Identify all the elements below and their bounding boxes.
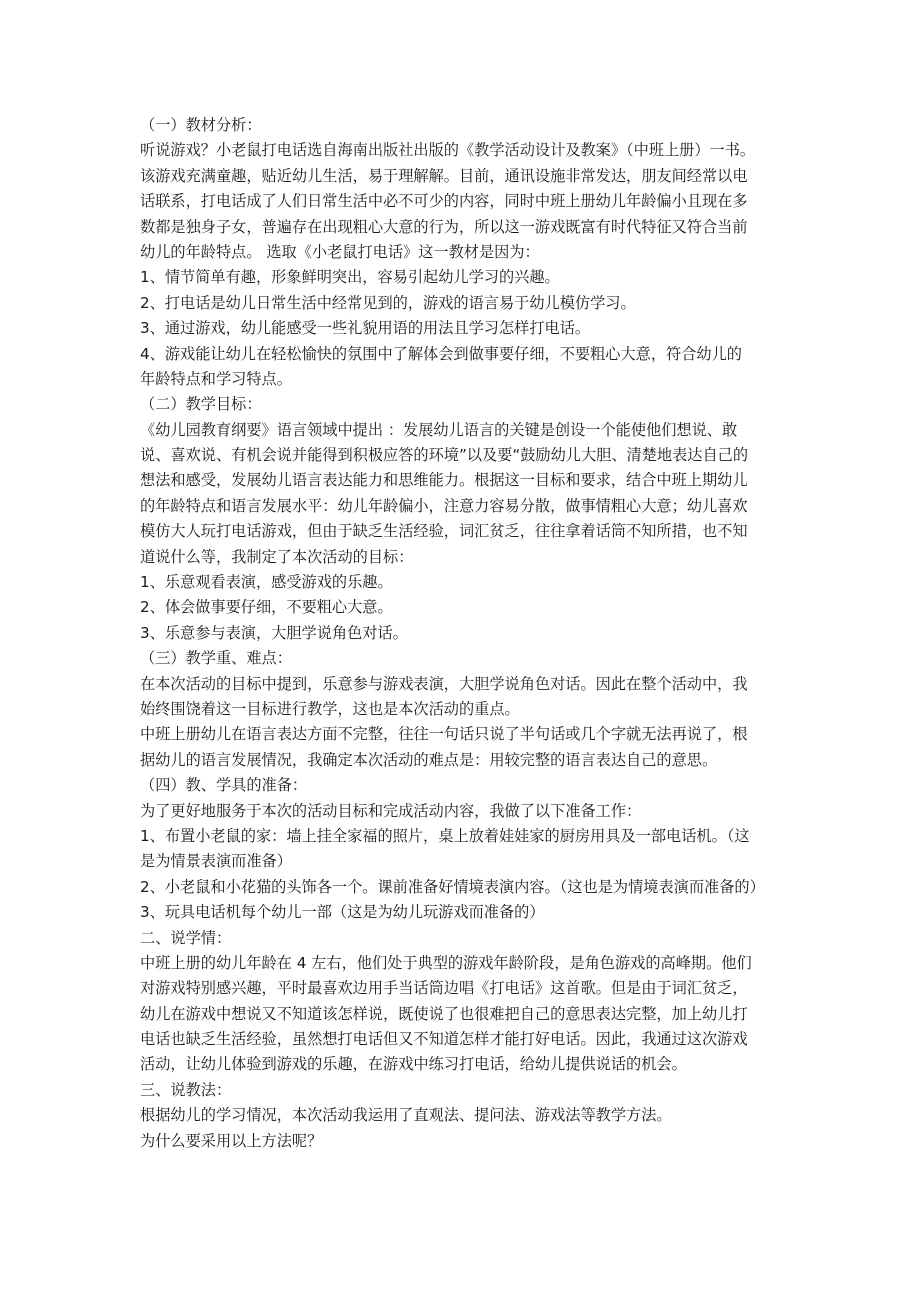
- text-line: 幼儿在游戏中想说又不知道该怎样说，既使说了也很难把自己的意思表达完整，加上幼儿打: [140, 1004, 748, 1023]
- text-line: 2、打电话是幼儿日常生活中经常见到的，游戏的语言易于幼儿模仿学习。: [140, 293, 636, 312]
- text-line: （一）教材分析：: [140, 116, 262, 134]
- text-line: 该游戏充满童趣，贴近幼儿生活，易于理解解。目前，通讯设施非常发达，朋友间经常以电: [140, 166, 748, 185]
- text-line: 三、说教法：: [140, 1080, 232, 1099]
- document-body: [140, 113, 792, 1154]
- text-line: 在本次活动的目标中提到，乐意参与游戏表演，大胆学说角色对话。因此在整个活动中，我: [140, 674, 748, 693]
- text-line: （三）教学重、难点：: [140, 649, 292, 668]
- text-line: 为什么要采用以上方法呢？: [140, 1131, 323, 1150]
- text-line: 幼儿的年龄特点。 选取《小老鼠打电话》这一教材是因为：: [140, 242, 540, 261]
- text-line: 4、游戏能让幼儿在轻松愉快的氛围中了解体会到做事要仔细，不要粗心大意，符合幼儿的: [140, 344, 742, 363]
- text-line: 活动，让幼儿体验到游戏的乐趣，在游戏中练习打电话，给幼儿提供说话的机会。: [140, 1055, 687, 1074]
- text-line: 数都是独身子女，普遍存在出现粗心大意的行为，所以这一游戏既富有时代特征又符合当前: [140, 217, 748, 236]
- text-line: 3、玩具电话机每个幼儿一部（这是为幼儿玩游戏而准备的）: [140, 903, 545, 922]
- text-line: 中班上册幼儿在语言表达方面不完整，往往一句话只说了半句话或几个字就无法再说了，根: [140, 725, 748, 744]
- text-line: 3、乐意参与表演，大胆学说角色对话。: [140, 623, 408, 642]
- text-line: 据幼儿的语言发展情况，我确定本次活动的难点是：用较完整的语言表达自己的意思。: [140, 750, 718, 769]
- text-line: 对游戏特别感兴趣，平时最喜欢边用手当话筒边唱《打电话》这首歌。但是由于词汇贫乏，: [140, 979, 748, 998]
- text-line: 听说游戏？小老鼠打电话选自海南出版社出版的《教学活动设计及教案》（中班上册）一书。: [140, 141, 756, 160]
- text-line: （二）教学目标：: [140, 395, 262, 414]
- text-line: 1、布置小老鼠的家：墙上挂全家福的照片，桌上放着娃娃家的厨房用具及一部电话机。（这: [140, 826, 750, 845]
- text-line: 1、情节简单有趣，形象鲜明突出，容易引起幼儿学习的兴趣。: [140, 268, 560, 287]
- text-line: 始终围饶着这一目标进行教学，这也是本次活动的重点。: [140, 699, 520, 718]
- text-line: 想法和感受，发展幼儿语言表达能力和思维能力。根据这一目标和要求，结合中班上期幼儿: [140, 471, 748, 490]
- text-line: 根据幼儿的学习情况，本次活动我运用了直观法、提问法、游戏法等教学方法。: [140, 1106, 672, 1125]
- text-line: 3、通过游戏，幼儿能感受一些礼貌用语的用法且学习怎样打电话。: [140, 319, 591, 338]
- text-line: 2、体会做事要仔细，不要粗心大意。: [140, 598, 393, 617]
- text-line: 电话也缺乏生活经验，虽然想打电话但又不知道怎样才能打好电话。因此，我通过这次游戏: [140, 1030, 748, 1049]
- text-line: 的年龄特点和语言发展水平：幼儿年龄偏小，注意力容易分散，做事情粗心大意；幼儿喜欢: [140, 496, 748, 515]
- text-line: 是为情景表演而准备）: [140, 852, 292, 871]
- text-line: 为了更好地服务于本次的活动目标和完成活动内容，我做了以下准备工作：: [140, 801, 642, 820]
- text-line: 模仿大人玩打电话游戏，但由于缺乏生活经验，词汇贫乏，往往拿着话筒不知所措，也不知: [140, 522, 748, 541]
- text-line: 中班上册的幼儿年龄在 4 左右，他们处于典型的游戏年龄阶段，是角色游戏的高峰期。他们: [140, 953, 752, 972]
- text-line: 说、喜欢说、有机会说并能得到积极应答的环境”以及要“鼓励幼儿大胆、清楚地表达自己的: [140, 446, 749, 465]
- text-line: （四）教、学具的准备：: [140, 776, 308, 795]
- text-line: 《幼儿园教育纲要》语言领域中提出 ：发展幼儿语言的关键是创设一个能使他们想说、敢: [140, 420, 738, 439]
- text-line: 二、说学情：: [140, 928, 232, 947]
- text-line: 2、小老鼠和小花猫的头饰各一个。课前准备好情境表演内容。（这也是为情境表演而准备的）: [140, 877, 765, 896]
- text-line: 1、乐意观看表演，感受游戏的乐趣。: [140, 573, 393, 592]
- text-line: 道说什么等，我制定了本次活动的目标：: [140, 547, 414, 566]
- text-line: 年龄特点和学习特点。: [140, 369, 292, 388]
- text-line: 话联系，打电话成了人们日常生活中必不可少的内容，同时中班上册幼儿年龄偏小且现在多: [140, 192, 748, 211]
